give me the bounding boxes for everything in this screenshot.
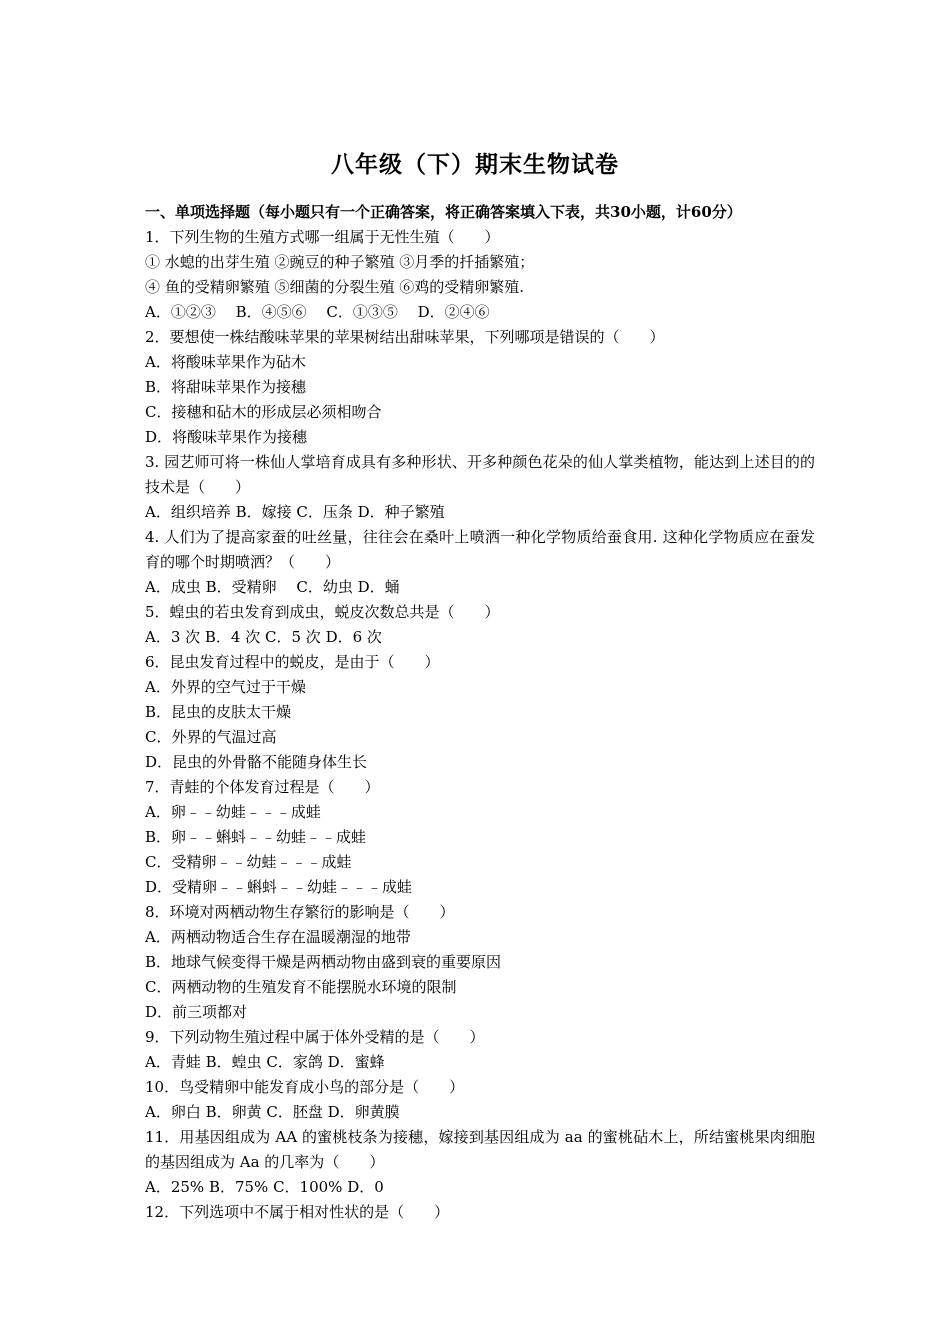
question-line: C．外界的气温过高 (145, 728, 277, 746)
question-line: C．两栖动物的生殖发育不能摆脱水环境的限制 (145, 978, 457, 996)
question-line: A．25% B．75% C．100% D．0 (145, 1178, 384, 1196)
question-line: 10．鸟受精卵中能发育成小鸟的部分是（ ） (145, 1078, 465, 1096)
question-4: 4. 人们为了提高家蚕的吐丝量，往往会在桑叶上喷洒一种化学物质给蚕食用. 这种化学物质应在蚕发育的哪个时期喷洒？（ ） (145, 528, 815, 571)
question-line: A．3 次 B．4 次 C．5 次 D．6 次 (145, 628, 382, 646)
question-line: 2．要想使一株结酸味苹果的苹果树结出甜味苹果，下列哪项是错误的（ ） (145, 328, 665, 346)
question-line: 6．昆虫发育过程中的蜕皮，是由于（ ） (145, 653, 440, 671)
question-line: A．将酸味苹果作为砧木 (145, 353, 306, 371)
question-11: 11．用基因组成为 AA 的蜜桃枝条为接穗，嫁接到基因组成为 aa 的蜜桃砧木上，所结蜜桃果肉细胞的基因组成为 Aa 的几率为（ ） (145, 1128, 815, 1171)
question-line: A．卵﹣﹣幼蛙﹣﹣﹣成蛙 (145, 803, 321, 821)
question-3-options: A．组织培养 B．嫁接 C．压条 D．种子繁殖 (145, 503, 445, 521)
question-line: 1．下列生物的生殖方式哪一组属于无性生殖（ ） (145, 228, 500, 246)
question-3: 3. 园艺师可将一株仙人掌培育成具有多种形状、开多种颜色花朵的仙人掌类植物，能达到上述目的的技术是（ ） (145, 453, 815, 496)
question-line: D．将酸味苹果作为接穗 (145, 428, 308, 446)
question-line: A．外界的空气过于干燥 (145, 678, 306, 696)
question-line: B．将甜味苹果作为接穗 (145, 378, 307, 396)
question-line: D．昆虫的外骨骼不能随身体生长 (145, 753, 368, 771)
question-line: D．受精卵﹣﹣蝌蚪﹣﹣幼蛙﹣﹣﹣成蛙 (145, 878, 413, 896)
question-line: B．卵﹣﹣蝌蚪﹣﹣幼蛙﹣﹣成蛙 (145, 828, 367, 846)
question-list (145, 200, 815, 1225)
question-line: A．成虫 B．受精卵 C．幼虫 D．蛹 (145, 578, 400, 596)
question-line: D．前三项都对 (145, 1003, 248, 1021)
question-line: A．两栖动物适合生存在温暖潮湿的地带 (145, 928, 411, 946)
question-line: 12．下列选项中不属于相对性状的是（ ） (145, 1203, 450, 1221)
question-line: C．接穗和砧木的形成层必须相吻合 (145, 403, 382, 421)
question-line: B．地球气候变得干燥是两栖动物由盛到衰的重要原因 (145, 953, 502, 971)
question-line: A．卵白 B．卵黄 C．胚盘 D．卵黄膜 (145, 1103, 400, 1121)
section-heading: 一、单项选择题（每小题只有一个正确答案，将正确答案填入下表，共30小题，计60分） (145, 203, 742, 221)
question-line: 5．蝗虫的若虫发育到成虫，蜕皮次数总共是（ ） (145, 603, 500, 621)
question-line: 8．环境对两栖动物生存繁衍的影响是（ ） (145, 903, 455, 921)
question-line: A．①②③ B．④⑤⑥ C．①③⑤ D．②④⑥ (145, 303, 490, 321)
question-line: 7．青蛙的个体发育过程是（ ） (145, 778, 380, 796)
question-line: ④ 鱼的受精卵繁殖 ⑤细菌的分裂生殖 ⑥鸡的受精卵繁殖. (145, 278, 525, 296)
question-line: C．受精卵﹣﹣幼蛙﹣﹣﹣成蛙 (145, 853, 352, 871)
question-line: 9．下列动物生殖过程中属于体外受精的是（ ） (145, 1028, 485, 1046)
question-line: ① 水螅的出芽生殖 ②豌豆的种子繁殖 ③月季的扦插繁殖； (145, 253, 535, 271)
page-title: 八年级（下）期末生物试卷 (331, 151, 619, 178)
question-line: B．昆虫的皮肤太干燥 (145, 703, 292, 721)
question-line: A．青蛙 B．蝗虫 C．家鸽 D．蜜蜂 (145, 1053, 385, 1071)
